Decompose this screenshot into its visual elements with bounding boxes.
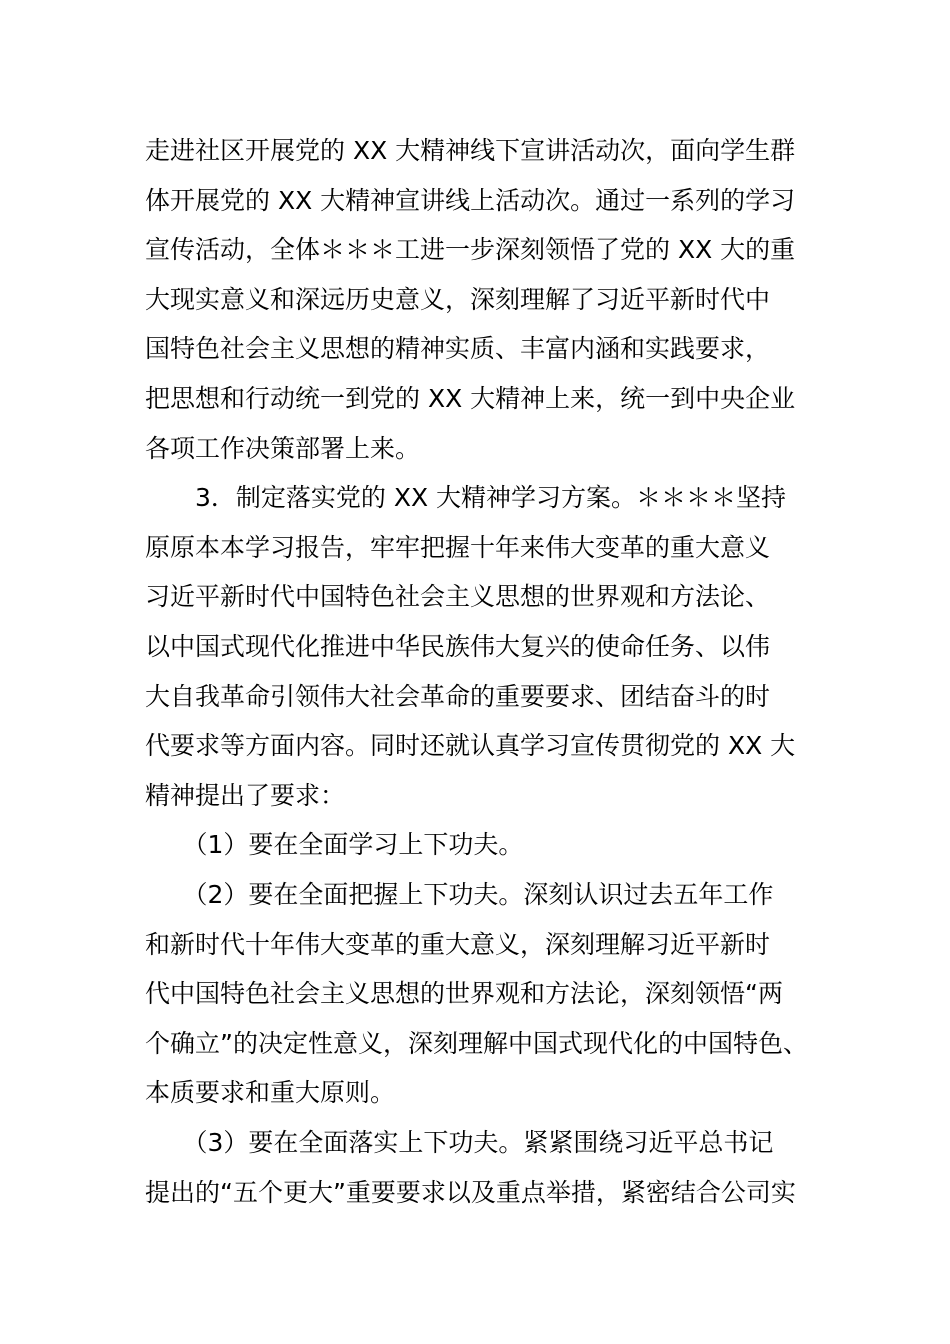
text-line: 代中国特色社会主义思想的世界观和方法论，深刻领悟“两 — [145, 979, 783, 1008]
text-line: 宣传活动，全体＊＊＊工进一步深刻领悟了党的 XX 大的重 — [145, 235, 796, 264]
text-line: 各项工作决策部署上来。 — [145, 434, 421, 463]
text-line: 大现实意义和深远历史意义，深刻理解了习近平新时代中 — [145, 285, 771, 314]
text-line: 走进社区开展党的 XX 大精神线下宣讲活动次，面向学生群 — [145, 136, 796, 165]
text-line: 代要求等方面内容。同时还就认真学习宣传贯彻党的 XX 大 — [145, 731, 796, 760]
text-line: 和新时代十年伟大变革的重大意义，深刻理解习近平新时 — [145, 930, 771, 959]
text-line: 国特色社会主义思想的精神实质、丰富内涵和实践要求， — [145, 334, 771, 363]
text-line: 以中国式现代化推进中华民族伟大复兴的使命任务、以伟 — [145, 632, 771, 661]
text-line: 把思想和行动统一到党的 XX 大精神上来，统一到中央企业 — [145, 384, 796, 413]
text-line: 提出的“五个更大”重要要求以及重点举措，紧密结合公司实 — [145, 1178, 796, 1207]
text-line: （3）要在全面落实上下功夫。紧紧围绕习近平总书记 — [145, 1128, 774, 1157]
text-line: 本质要求和重大原则。 — [145, 1078, 396, 1107]
text-line: 3．制定落实党的 XX 大精神学习方案。＊＊＊＊坚持 — [145, 483, 787, 512]
text-line: 习近平新时代中国特色社会主义思想的世界观和方法论、 — [145, 582, 771, 611]
text-line: 大自我革命引领伟大社会革命的重要要求、团结奋斗的时 — [145, 682, 771, 711]
text-line: 精神提出了要求： — [145, 781, 346, 810]
text-line: 原原本本学习报告，牢牢把握十年来伟大变革的重大意义 — [145, 533, 771, 562]
text-line: 个确立”的决定性意义，深刻理解中国式现代化的中国特色、 — [145, 1029, 808, 1058]
text-line: （2）要在全面把握上下功夫。深刻认识过去五年工作 — [145, 880, 774, 909]
text-line: （1）要在全面学习上下功夫。 — [145, 830, 524, 859]
text-line: 体开展党的 XX 大精神宣讲线上活动次。通过一系列的学习 — [145, 186, 796, 215]
